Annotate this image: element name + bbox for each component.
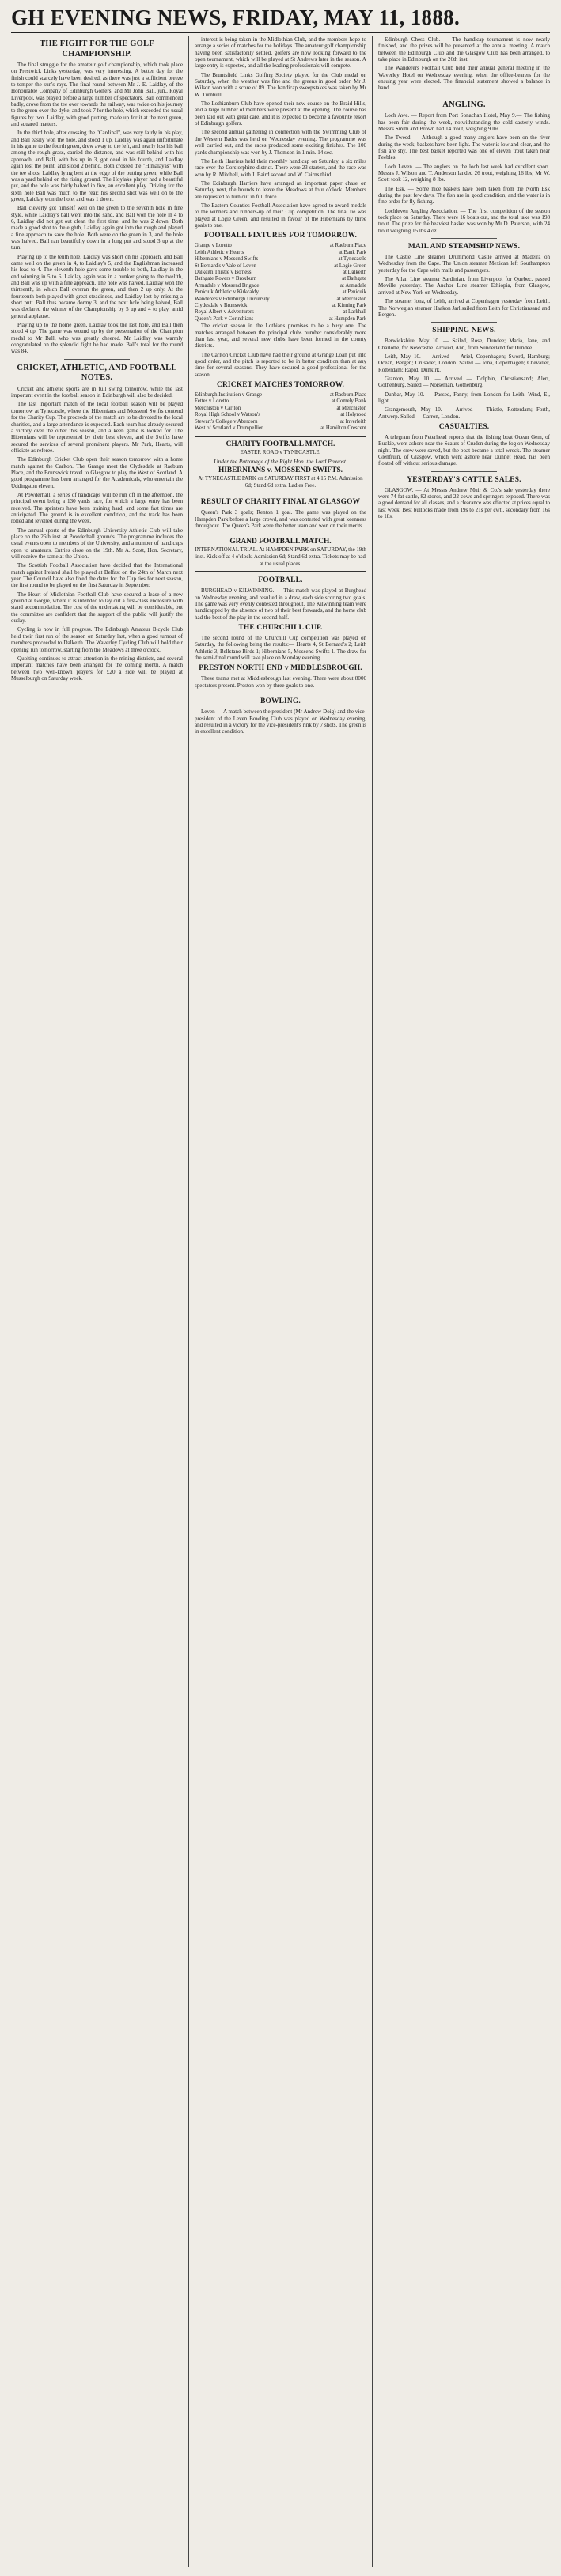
fixture-venue: at Tynecastle	[338, 256, 366, 263]
fixture-venue: at Merchiston	[336, 405, 366, 411]
fixture-teams: Queen's Park v Corinthians	[195, 315, 254, 322]
news-para: The Leith Harriers held their monthly handicap on Saturday, a six miles race over the Corstorphine district. There were 23 starters, and the race was won by R. Mitchell, with J. Baird second and W. Cairns third.	[195, 157, 366, 178]
charity-heading: CHARITY FOOTBALL MATCH.	[226, 440, 335, 449]
fixture-row	[195, 419, 366, 425]
news-para: Edinburgh Chess Club. — The handicap tournament is now nearly finished, and the prizes will be presented at the annual meeting. A match between the Edinburgh Club and the Glasgow Club has been arranged, to take place in Edinburgh on the 26th inst.	[378, 36, 550, 63]
golf-para: In the third hole, after crossing the "Cardinal", was very fairly in his play, and Ball easily won the hole, and stood 1 up. Laidlay was again unfortunate in his game to the fourth green, drew away to the left, and nearly lost his ball among the rough grass, carried the distance, and was still behind with his approach, and Ball, with his up in 3, got dead in his fourth, and Laidlay again lost the point, and stood 2 behind. Both crossed the "Himalayas" with the tee shots, Laidlay lying best at the edge of the putting green, while Ball was a yard behind on the rising ground. The Hoylake player had a beautiful put, and the hole was fairly halved in five, an excellent play. Driving for the sixth hole Ball was much to the rear; his second shot was well on to the green, Laidlay won the hole, and was 1 down.	[11, 130, 183, 202]
fixture-row	[195, 289, 366, 296]
fixture-venue: at Merchiston	[336, 296, 366, 302]
bowling-text: Leven — A match between the president (Mr Andrew Doig) and the vice-president of the Leven Bowling Club was played on Wednesday evening, and resulted in a victory for the vice-president's rink by 7 shots. The green is in excellent condition.	[195, 708, 366, 735]
charity-detail: At TYNECASTLE PARK on SATURDAY FIRST at 4.15 P.M. Admission 6d; Stand 6d extra. Ladies Free.	[198, 475, 363, 489]
fixture-teams: St Bernard's v Vale of Leven	[195, 263, 256, 269]
news-para: The Wanderers Football Club held their annual general meeting in the Waverley Hotel on Wednesday evening, when the office-bearers for the ensuing year were elected. The financial statement showed a balance in hand.	[378, 65, 550, 92]
bowling-heading: BOWLING.	[260, 697, 301, 706]
shipping-para: Leith, May 10. — Arrived — Ariel, Copenhagen; Sword, Hamburg; Ocean, Bergen; Crusader, London. Sailed — Iona, Copenhagen; Chevalier, Rotterdam; Rapid, Dunkirk.	[378, 353, 550, 373]
charity-advert	[195, 436, 366, 493]
cricket-heading: CRICKET MATCHES TOMORROW.	[216, 380, 345, 389]
angling-para: Lochleven Angling Association. — The first competition of the season took place on Saturday. There were 16 boats out, and the total take was 198 trout. The prize for the heaviest basket was won by Mr D. Paterson, with 24 trout weighing 15 lbs 4 oz.	[378, 207, 550, 234]
preston-text: These teams met at Middlesbrough last evening. There were about 8000 spectators present. Preston won by three goals to one.	[195, 675, 366, 689]
fixture-venue: at Hampden Park	[328, 315, 366, 322]
shipping-para: Dunbar, May 10. — Passed, Fanny, from London for Leith. Wind, E., light.	[378, 391, 550, 404]
fixture-row	[195, 243, 366, 249]
fixture-row	[195, 309, 366, 315]
fixture-venue: at Penicuik	[342, 289, 366, 296]
result-heading: RESULT OF CHARITY FINAL AT GLASGOW	[200, 498, 361, 507]
mail-heading: MAIL AND STEAMSHIP NEWS.	[407, 243, 521, 251]
fixture-venue: at Dalkeith	[342, 269, 366, 275]
mail-para: The Castle Line steamer Drummond Castle arrived at Madeira on Wednesday from the Cape. The Union steamer Mexican left Southampton yesterday for the Cape with mails and passengers.	[378, 254, 550, 274]
sports-para: Cycling is now in full progress. The Edinburgh Amateur Bicycle Club held their first run of the season on Saturday last, when a good turnout of members proceeded to Dalkeith. The Waverley Cycling Club will hold their opening run tomorrow, starting from the Meadows at three o'clock.	[11, 626, 183, 653]
fixture-row	[195, 398, 366, 405]
columns	[11, 36, 550, 2567]
golf-para: Ball cleverly got himself well on the green to the seventh hole in fine style, while Laidlay's ball went into the sand, and Ball won the hole in 4 to 6, Laidlay did not get out clean the first time, and he was 2 down. Both made a good shot to the eighth, Laidlay again got into the rough and played a fine approach to save the hole. Both were on the green in 3, and the hole was halved. Ball ran beautifully down in a long put and stood 3 up at the turn.	[11, 205, 183, 251]
news-para: The Carlton Cricket Club have had their ground at Grange Loan put into good order, and the pitch is reported to be in better condition than at any time for several seasons. They have secured a good professional for the season.	[195, 351, 366, 378]
shipping-para: Granton, May 10. — Arrived — Dolphin, Christiansand; Alert, Gothenburg. Sailed — Norseman, Gothenburg.	[378, 375, 550, 389]
fixture-teams: Clydesdale v Brunswick	[195, 302, 248, 308]
masthead: GH EVENING NEWS, FRIDAY, MAY 11, 1888.	[11, 5, 550, 33]
preston-heading: PRESTON NORTH END v MIDDLESBROUGH.	[199, 664, 362, 673]
fixture-teams: Merchiston v Carlton	[195, 405, 241, 411]
fixture-row	[195, 250, 366, 256]
fixture-teams: Dalkeith Thistle v Bo'ness	[195, 269, 252, 275]
angling-para: Loch Awe. — Report from Port Sonachan Hotel, May 9.— The fishing has been fair during the week, notwithstanding the cold easterly winds. Messrs Smith and Brown had 14 trout, weighing 9 lbs.	[378, 112, 550, 132]
news-para: interest is being taken in the Midlothian Club, and the members hope to arrange a series of matches for the holidays. The amateur golf championship having been satisfactorily settled, golfers are now looking forward to the open tournament, which will be played at St Andrews later in the season. A large entry is expected, and all the leading professionals will compete.	[195, 36, 366, 70]
sports-para: The Scottish Football Association have decided that the International match against Ireland shall be played at Belfast on the 24th of March next year. The Council have also fixed the dates for the Cup ties for next season, the first round to be played on the first Saturday in September.	[11, 562, 183, 589]
shipping-heading: SHIPPING NEWS.	[432, 327, 496, 335]
fixture-venue: at Hamilton Crescent	[320, 425, 366, 431]
fixture-teams: Fettes v Loretto	[195, 398, 229, 405]
fixture-teams: Armadale v Mossend Brigade	[195, 282, 260, 289]
fixture-teams: Wanderers v Edinburgh University	[195, 296, 270, 302]
fixture-row	[195, 256, 366, 263]
golf-para: The final struggle for the amateur golf championship, which took place on Prestwick Links yesterday, was very interesting. A better day for the finish could scarcely have been desired, as there was just a sufficient breeze to temper the sun's rays. The final round between Mr J. E. Laidlay, of the Honourable Company of Edinburgh Golfers, and Mr John Ball, jun., Royal Liverpool, was played before a large number of spectators. Ball commenced badly, drove from the tee over towards the railway, was twice on his journey to the green over the dyke, and took 7 for the hole, which exceeded the usual figures by two. Laidlay, with good putting, made up for it at the next green, and squared matters.	[11, 62, 183, 128]
divider	[431, 238, 496, 239]
fixture-row	[195, 276, 366, 282]
news-para: The Lothianburn Club have opened their new course on the Braid Hills, and a large number of members were present at the opening. The course has been laid out with great care, and it is expected to become a favourite resort of Edinburgh golfers.	[195, 100, 366, 127]
fixture-venue: at Larkhall	[343, 309, 366, 315]
cricket-list	[195, 392, 366, 432]
news-para: The Eastern Counties Football Association have agreed to award medals to the winners and runners-up of their Cup competition. The final tie was played at Logie Green, and resulted in favour of the Hibernians by three goals to one.	[195, 202, 366, 229]
fixture-row	[195, 316, 366, 323]
fixture-venue: at Raeburn Place	[329, 391, 366, 398]
fixture-teams: Grange v Loretto	[195, 243, 232, 249]
cattle-heading: YESTERDAY'S CATTLE SALES.	[407, 475, 521, 484]
sports-para: Quoiting continues to attract attention in the mining districts, and several important matches have been arranged for the coming month. A match between two well-known players for £20 a side will be played at Musselburgh on Saturday week.	[11, 655, 183, 682]
fixture-row	[195, 303, 366, 309]
fixture-row	[195, 406, 366, 412]
news-para: The cricket season in the Lothians promises to be a busy one. The matches arranged between the principal clubs number considerably more than last year, and several new clubs have been formed in the county districts.	[195, 323, 366, 349]
divider	[431, 322, 496, 323]
golf-para: Playing up to the home green, Laidlay took the last hole, and Ball then stood 4 up. The game was wound up by the presentation of the Champion medal to Mr Ball, who was greatly cheered. Mr Laidlay was warmly congratulated on the splendid fight he had made. Ball's total for the round was 84.	[11, 322, 183, 355]
sports-para: The Heart of Midlothian Football Club have secured a lease of a new ground at Gorgie, where it is intended to lay out a first-class enclosure with stand accommodation. The cost of the undertaking will be considerable, but the committee are confident that the support of the public will justify the outlay.	[11, 591, 183, 625]
fixture-row	[195, 297, 366, 303]
golf-heading: THE FIGHT FOR THE GOLF CHAMPIONSHIP.	[40, 40, 154, 59]
casualties-heading: CASUALTIES.	[438, 422, 490, 431]
golf-para: Playing up to the tenth hole, Laidlay was short on his approach, and Ball came well on the green in 4, to Laidlay's 5, and the Englishman increased his lead to 4. The eleventh hole gave some trouble to both, Laidlay in the end winning in 5 to 6. Laidlay again was in a bunker going to the twelfth, and Ball was up with a fine approach. The hole was halved. Laidlay won the thirteenth, in which Ball overran the green, and then 2 up only. At the fourteenth both played with great steadiness, and Laidlay lost by missing a short putt. Ball thus became dormy 3, and the next hole being halved, Ball was declared the winner of the Championship by 5 up and 4 to play, amid general applause.	[11, 253, 183, 319]
shipping-para: Berwickshire, May 10. — Sailed, Rose, Dundee; Maria, Jane, and Charlotte, for Newcastle. Arrived, Ann, from Sunderland for Dundee.	[378, 338, 550, 351]
angling-para: The Esk. — Some nice baskets have been taken from the North Esk during the past few days. The fish are in good condition, and the water is in fine order for fly fishing.	[378, 185, 550, 206]
fixture-teams: West of Scotland v Drumpellier	[195, 425, 263, 431]
fixture-venue: at Holyrood	[340, 412, 366, 418]
angling-heading: ANGLING.	[442, 100, 486, 109]
news-para: The second annual gathering in connection with the Swimming Club of the Western Baths was held on Wednesday evening. The programme was well carried out, and the races produced some exciting finishes. The 100 yards championship was won by J. Thomson in 1 min. 14 sec.	[195, 129, 366, 156]
fixture-row	[195, 425, 366, 432]
football-text: BURGHEAD v KILWINNING. — This match was played at Burghead on Wednesday evening, and resulted in a draw, each side scoring two goals. The game was very evenly contested throughout. The Kilwinning team were handicapped by the absence of two of their best forwards, and the home club had the best of the play in the second half.	[195, 587, 366, 621]
sports-para: The annual sports of the Edinburgh University Athletic Club will take place on the 26th inst. at Powderhall grounds. The programme includes the usual events open to members of the University, and a number of handicaps open to amateurs. Entries close on the 19th. Mr A. Scott, Hon. Secretary, will receive the same at the Union.	[11, 527, 183, 561]
column-2	[189, 36, 372, 2567]
fixture-teams: Royal Albert v Adventurers	[195, 309, 254, 315]
charity-line: EASTER ROAD v TYNECASTLE.	[240, 449, 321, 456]
fixture-teams: Penicuik Athletic v Kirkcaldy	[195, 289, 259, 296]
news-para: The Bruntsfield Links Golfing Society played for the Club medal on Saturday, when the weather was fine and the greens in good order. Mr J. Wilson won with a score of 89. The handicap sweepstakes was taken by Mr W. Turnbull.	[195, 71, 366, 98]
column-1	[11, 36, 188, 2567]
grand-advert	[195, 534, 366, 572]
sports-heading: CRICKET, ATHLETIC, AND FOOTBALL NOTES.	[17, 363, 177, 383]
football-heading: FOOTBALL.	[258, 576, 303, 585]
fixture-row	[195, 412, 366, 418]
fixture-venue: at Inverleith	[339, 418, 366, 425]
fixture-teams: Stewart's College v Abercorn	[195, 418, 258, 425]
fixture-row	[195, 270, 366, 276]
cattle-text: GLASGOW. — At Messrs Andrew Muir & Co.'s sale yesterday there were 74 fat cattle, 82 stores, and 22 cows and springers exposed. There was a good demand for all classes, and a clearance was effected at prices equal to last week. Best bullocks made from 19s to 21s per cwt., secondary from 16s to 18s.	[378, 486, 550, 520]
angling-para: The Tweed. — Although a good many anglers have been on the river during the week, baskets have been light. The water is low and clear, and the fish are shy. The best basket reported was one of eleven trout taken near Peebles.	[378, 134, 550, 161]
fixture-venue: at Raeburn Place	[329, 243, 366, 249]
fixture-venue: at Bank Park	[338, 249, 366, 255]
fixture-venue: at Kinning Park	[332, 302, 366, 308]
fixture-row	[195, 392, 366, 398]
fixture-row	[195, 263, 366, 270]
fixture-row	[195, 283, 366, 289]
fixture-teams: Hibernians v Mossend Swifts	[195, 256, 259, 263]
fixture-teams: Edinburgh Institution v Grange	[195, 391, 263, 398]
casualties-text: A telegram from Peterhead reports that the fishing boat Ocean Gem, of Buckie, went ashore near the Scaurs of Cruden during the fog on Wednesday night. The crew were saved, but the boat became a total wreck. The steamer Glenfruin, of Glasgow, which went ashore near Dunnet Head, has been floated off without serious damage.	[378, 433, 550, 467]
churchill-heading: THE CHURCHILL CUP.	[238, 624, 323, 633]
charity-patronage: Under the Patronage of the Right Hon. the Lord Provost.	[214, 458, 347, 466]
divider	[64, 359, 129, 360]
grand-text: INTERNATIONAL TRIAL. At HAMPDEN PARK on SATURDAY, the 19th inst. Kick off at 4 o'clock. Admission 6d; Stand 6d extra. Tickets may be had at the usual places.	[195, 546, 366, 568]
sports-para: The Edinburgh Cricket Club open their season tomorrow with a home match against the Carlton. The Grange meet the Clydesdale at Raeburn Place, and the Brunswick travel to Glasgow to play the West of Scotland. A good programme has been arranged for the Academicals, who entertain the Uddingston eleven.	[11, 456, 183, 489]
fixture-teams: Royal High School v Watson's	[195, 412, 260, 418]
mail-para: The Allan Line steamer Sardinian, from Liverpool for Quebec, passed Moville yesterday. The Anchor Line steamer Ethiopia, from Glasgow, arrived at New York on Wednesday.	[378, 276, 550, 296]
sports-para: At Powderhall, a series of handicaps will be run off in the afternoon, the principal event being a 130 yards race, for which a large entry has been received. The sprinters have been training hard, and some fast times are anticipated. The ground is in excellent condition, and the track has been rolled and levelled during the week.	[11, 491, 183, 525]
fixture-venue: at Bathgate	[342, 276, 366, 282]
news-para: The Edinburgh Harriers have arranged an important paper chase on Saturday next, the hounds to leave the Meadows at four o'clock. Members are requested to turn out in full force.	[195, 179, 366, 200]
fixture-teams: Bathgate Rovers v Broxburn	[195, 276, 256, 282]
divider	[431, 471, 496, 472]
fixture-teams: Leith Athletic v Hearts	[195, 249, 244, 255]
result-text: Queen's Park 3 goals; Renton 1 goal. The game was played on the Hampden Park before a large crowd, and was contested with great keenness throughout. The Queen's Park were the better team and won on their merits.	[195, 509, 366, 530]
fixtures-heading: FOOTBALL FIXTURES FOR TOMORROW.	[203, 232, 358, 240]
grand-heading: GRAND FOOTBALL MATCH.	[229, 538, 332, 546]
sports-para: The last important match of the local football season will be played tomorrow at Tynecastle, where the Hibernians and Mossend Swifts contend for the Charity Cup. The proceeds of the match are to be devoted to the local charities, and a large attendance is expected. Each team has already secured a victory over the other this season, and a keen game is looked for. The Hibernians will be represented by their best eleven, and the Swifts have secured the services of several prominent players. Mr Park, Hearts, will officiate as referee.	[11, 401, 183, 454]
angling-para: Loch Leven. — The anglers on the loch last week had excellent sport. Messrs J. Wilson and T. Anderson landed 26 trout, weighing 16 lbs; Mr W. Scott took 12, weighing 8 lbs.	[378, 163, 550, 183]
fixture-venue: at Armadale	[339, 282, 366, 289]
fixture-venue: at Logie Green	[334, 263, 366, 269]
charity-teams: HIBERNIANS v. MOSSEND SWIFTS.	[218, 466, 343, 475]
mail-para: The steamer Iona, of Leith, arrived at Copenhagen yesterday from Leith. The Norwegian steamer Haakon Jarl sailed from Leith for Christiansand and Bergen.	[378, 298, 550, 318]
fixtures-list	[195, 243, 366, 323]
sports-para: Cricket and athletic sports are in full swing tomorrow, while the last important event in the football season in Edinburgh will also be decided.	[11, 385, 183, 399]
churchill-text: The second round of the Churchill Cup competition was played on Saturday, the following being the results:— Hearts 4, St Bernard's 2; Leith Athletic 3, Bellstane Birds 1; Hibernians 5, Mossend Swifts 1. The draw for the semi-final round will take place on Monday evening.	[195, 635, 366, 662]
column-3	[373, 36, 550, 2567]
shipping-para: Grangemouth, May 10. — Arrived — Thistle, Rotterdam; Forth, Antwerp. Sailed — Carron, London.	[378, 406, 550, 420]
fixture-venue: at Comely Bank	[331, 398, 366, 405]
